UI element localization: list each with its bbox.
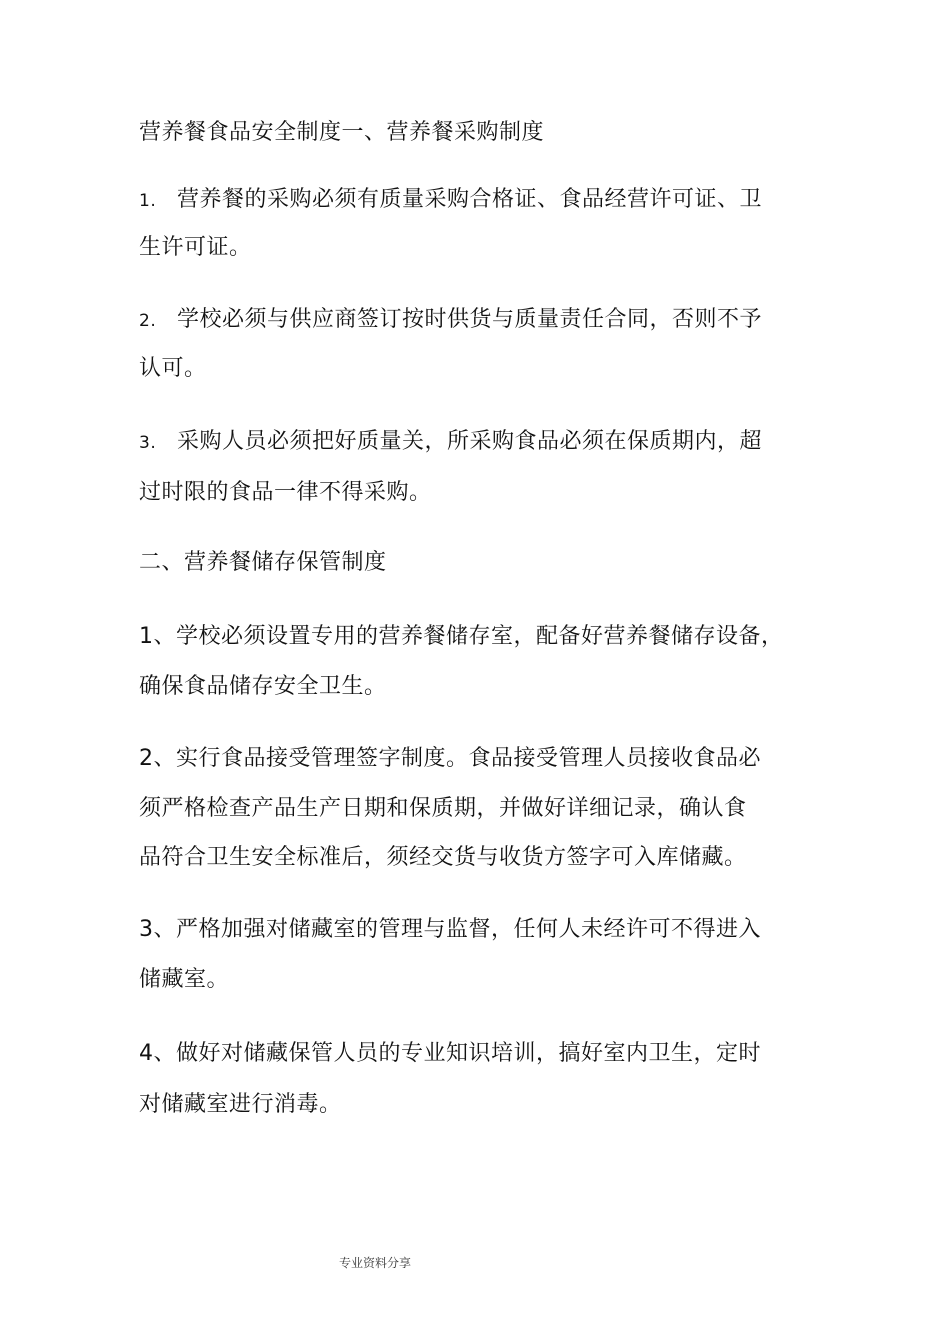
section2-item-4-line-1: 4、做好对储藏保管人员的专业知识培训，搞好室内卫生，定时 bbox=[139, 1041, 761, 1066]
section2-title: 二、营养餐储存保管制度 bbox=[139, 550, 387, 575]
page-footer: 专业资料分享 bbox=[339, 1256, 412, 1270]
section1-item-3-cont: 过时限的食品一律不得采购。 bbox=[139, 480, 432, 505]
item-text: 采购人员必须把好质量关，所采购食品必须在保质期内，超 bbox=[177, 429, 763, 454]
section1-item-2 bbox=[139, 305, 762, 336]
item-text: 学校必须与供应商签订按时供货与质量责任合同，否则不予 bbox=[177, 307, 763, 332]
item-number: 1. bbox=[139, 191, 157, 211]
section2-item-2-line-3: 品符合卫生安全标准后，须经交货与收货方签字可入库储藏。 bbox=[139, 845, 747, 870]
section2-item-2-line-2: 须严格检查产品生产日期和保质期，并做好详细记录，确认食 bbox=[139, 796, 747, 821]
document-title: 营养餐食品安全制度一、营养餐采购制度 bbox=[139, 120, 545, 145]
section2-item-2-line-1: 2、实行食品接受管理签字制度。食品接受管理人员接收食品必 bbox=[139, 746, 761, 771]
section2-item-3-line-1: 3、严格加强对储藏室的管理与监督，任何人未经许可不得进入 bbox=[139, 917, 761, 942]
item-number: 2. bbox=[139, 311, 157, 331]
section2-item-3-line-2: 储藏室。 bbox=[139, 967, 230, 992]
item-number: 3. bbox=[139, 433, 157, 453]
section1-item-1 bbox=[139, 185, 762, 216]
section1-item-1-cont: 生许可证。 bbox=[139, 235, 252, 260]
section1-item-2-cont: 认可。 bbox=[139, 356, 207, 381]
section1-item-3 bbox=[139, 427, 762, 458]
section2-item-1-line-2: 确保食品储存安全卫生。 bbox=[139, 674, 387, 699]
section2-item-4-line-2: 对储藏室进行消毒。 bbox=[139, 1092, 342, 1117]
section2-item-1-line-1: 1、学校必须设置专用的营养餐储存室，配备好营养餐储存设备， bbox=[139, 624, 784, 649]
item-text: 营养餐的采购必须有质量采购合格证、食品经营许可证、卫 bbox=[177, 187, 763, 212]
